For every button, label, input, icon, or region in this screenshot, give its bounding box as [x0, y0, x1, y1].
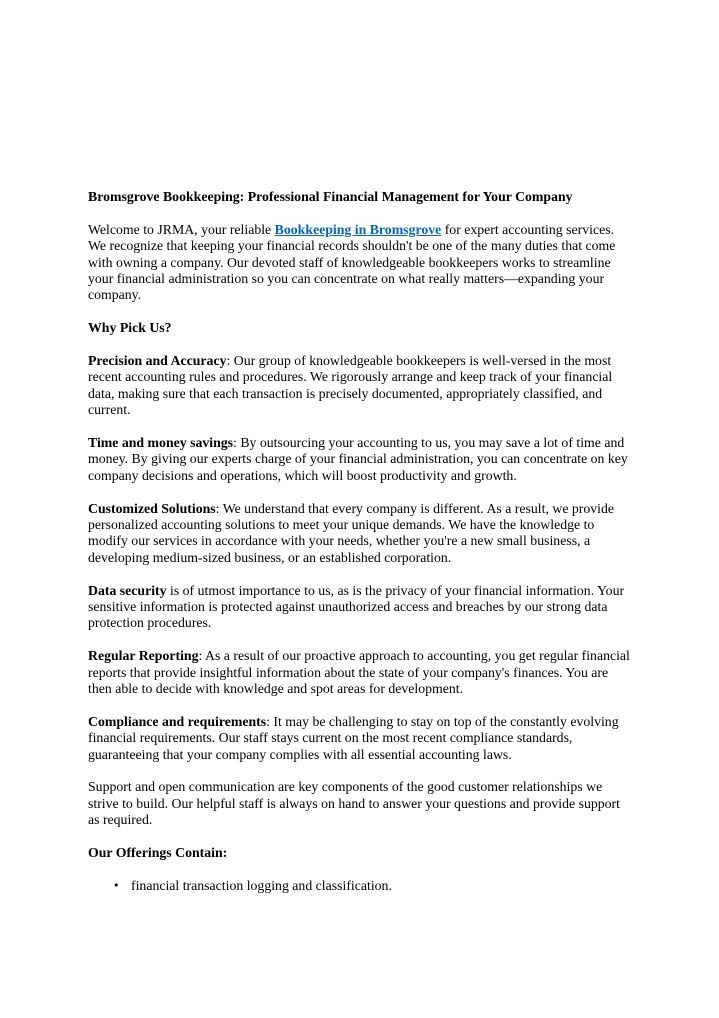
feature-text: : By outsourcing your accounting to us, you may save a lot of time and money. By giving our experts charge of your financial administration, you can concentrate on key company decisions and operations, which will boost productivity and growth. [88, 435, 628, 483]
feature-paragraph-precision [88, 353, 633, 419]
document-title: Bromsgrove Bookkeeping: Professional Financial Management for Your Company [88, 189, 573, 204]
feature-text: : As a result of our proactive approach to accounting, you get regular financial reports that provide insightful information about the state of your company's finances. You are then able to decide with knowledge and spot areas for development. [88, 648, 630, 697]
feature-text: is of utmost importance to us, as is the privacy of your financial information. Your sensitive information is protected against unauthorized access and breaches by our strong data protection procedures. [88, 582, 625, 631]
feature-text: : It may be challenging to stay on top of the constantly evolving financial requirements. Our staff stays current on the most recent compliance standards, guaranteeing that your company complies with all essential accounting laws. [88, 713, 619, 762]
offerings-list [88, 878, 633, 894]
document-body [88, 189, 633, 894]
list-item [88, 878, 633, 894]
feature-paragraph-customized [88, 501, 633, 567]
feature-label: Time and money savings [88, 435, 234, 451]
feature-text: : We understand that every company is different. As a result, we provide personalized accounting solutions to meet your unique demands. We have the knowledge to modify our services in accordance with your needs, whether you're a new small business, a developing medium-sized business, or an established corporation. [88, 500, 615, 565]
feature-paragraph-data-security [88, 583, 633, 632]
feature-label: Data security [88, 582, 167, 598]
feature-paragraph-time-money [88, 435, 633, 484]
support-paragraph: Support and open communication are key components of the good customer relationships we strive to build. Our helpful staff is always on hand to answer your questions and provide support as required. [88, 779, 620, 828]
offerings-heading: Our Offerings Contain: [88, 845, 228, 861]
intro-paragraph [88, 222, 633, 304]
feature-label: Regular Reporting [88, 648, 199, 664]
feature-text: : Our group of knowledgeable bookkeepers is well-versed in the most recent accounting rules and procedures. We rigorously arrange and keep track of your financial data, making sure that each transaction is precisely documented, appropriately classified, and current. [88, 353, 613, 418]
bullet-icon: • [113, 878, 120, 892]
feature-label: Compliance and requirements [88, 713, 267, 729]
intro-text-after-link: for expert accounting services. We recognize that keeping your financial records shouldn't be one of the many duties that come with owning a company. Our devoted staff of knowledgeable bookkeepers works to streamline your financial administration so you can concentrate on what really matters—expanding your company. [88, 221, 616, 303]
feature-label: Customized Solutions [88, 500, 216, 516]
list-item-text: financial transaction logging and classification. [131, 877, 392, 893]
intro-text-before-link: Welcome to JRMA, your reliable [88, 221, 275, 237]
feature-paragraph-compliance [88, 714, 633, 763]
why-pick-us-heading: Why Pick Us? [88, 320, 172, 336]
feature-paragraph-reporting [88, 648, 633, 697]
bookkeeping-link[interactable]: Bookkeeping in Bromsgrove [274, 221, 442, 237]
feature-label: Precision and Accuracy [88, 353, 227, 369]
